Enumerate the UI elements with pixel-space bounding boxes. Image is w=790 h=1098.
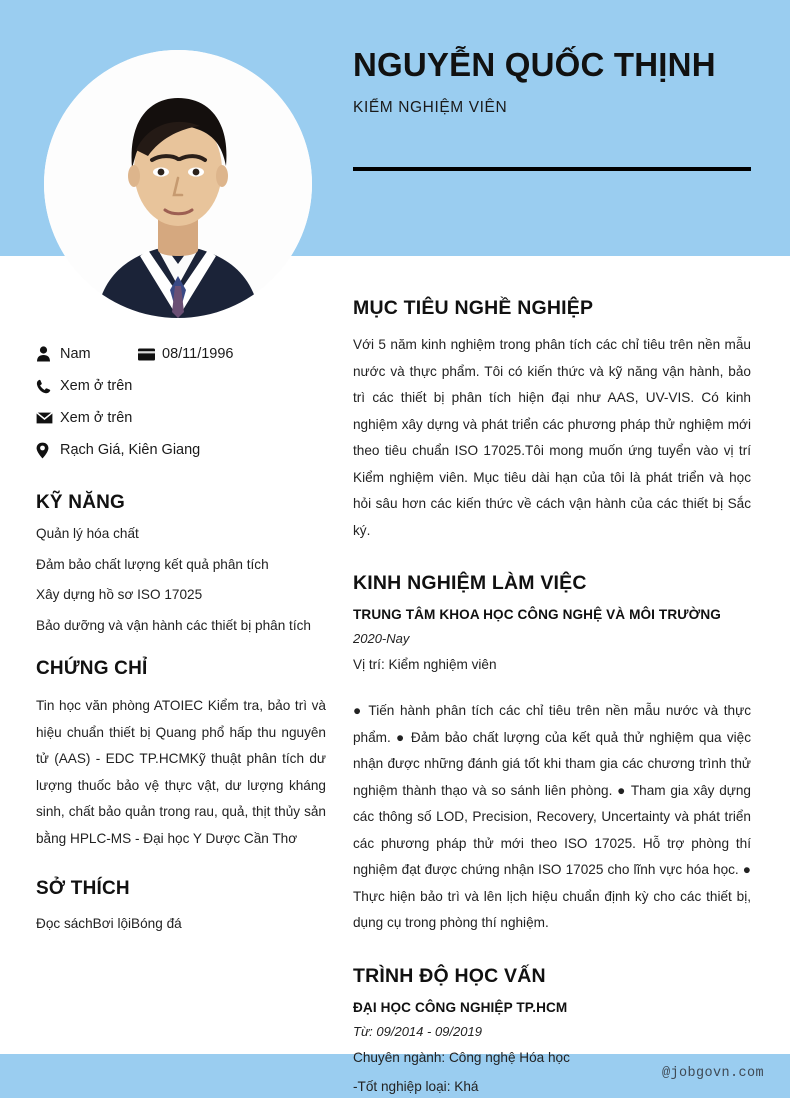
contact-birthday: 08/11/1996	[162, 346, 234, 362]
header-divider	[353, 167, 751, 171]
person-icon	[36, 344, 60, 364]
experience-position: Vị trí: Kiểm nghiệm viên	[353, 657, 497, 672]
main-content	[353, 297, 751, 1098]
contact-address: Rạch Giá, Kiên Giang	[60, 442, 201, 458]
contact-row-email	[36, 402, 326, 434]
skill-item: Đảm bảo chất lượng kết quả phân tích	[36, 556, 269, 572]
section-heading-objective: MỤC TIÊU NGHỀ NGHIỆP	[353, 297, 594, 319]
experience-organization: TRUNG TÂM KHOA HỌC CÔNG NGHỆ VÀ MÔI TRƯỜNG	[353, 607, 721, 622]
header-identity	[353, 46, 753, 117]
sidebar	[36, 338, 326, 935]
skill-item: Xây dựng hồ sơ ISO 17025	[36, 587, 203, 603]
contact-row-address	[36, 434, 326, 466]
education-school: ĐẠI HỌC CÔNG NGHIỆP TP.HCM	[353, 999, 568, 1015]
education-major: Chuyên ngành: Công nghệ Hóa học	[353, 1049, 570, 1065]
experience-body: ● Tiến hành phân tích các chỉ tiêu trên nền mẫu nước và thực phẩm. ● Đảm bảo chất lượng của kết quả thử nghiệm qua việc nhận được những đánh giá tốt khi tham gia các chương trình thử nghiệm thành thạo và so sánh liên phòng. ● Tham gia xây dựng các thông số LOD, Precision, Recovery, Uncertainty và phát triển các phương pháp thử mới theo ISO 17025. Hỗ trợ phòng thí nghiệm đạt được chứng nhận ISO 17025 cho lĩnh vực hóa học. ● Thực hiện bảo trì và lên lịch hiệu chuẩn định kỳ cho các thiết bị, dụng cụ trong phòng thí nghiệm.	[353, 703, 751, 931]
job-title: KIỂM NGHIỆM VIÊN	[353, 98, 508, 116]
contact-row-phone	[36, 370, 326, 402]
section-heading-certificates: CHỨNG CHỈ	[36, 658, 148, 680]
section-heading-experience: KINH NGHIỆM LÀM VIỆC	[353, 572, 587, 594]
contact-phone: Xem ở trên	[60, 378, 133, 394]
certificates-body: Tin học văn phòng ATOIEC Kiểm tra, bảo trì và hiệu chuẩn thiết bị Quang phổ hấp thu nguyên tử (AAS) - EDC TP.HCMKỹ thuật phân tích dư lượng thuốc bảo vệ thực vật, dư lượng kháng sinh, chất bảo quản trong rau, quả, thịt thủy sản bằng HPLC-MS - Đại học Y Dược Cần Thơ	[36, 698, 326, 846]
contact-email: Xem ở trên	[60, 410, 133, 426]
contact-gender: Nam	[60, 346, 91, 362]
education-grade: -Tốt nghiệp loại: Khá	[353, 1079, 479, 1095]
skill-item: Bảo dưỡng và vận hành các thiết bị phân tích	[36, 617, 311, 633]
phone-icon	[36, 376, 60, 396]
section-heading-hobbies: SỞ THÍCH	[36, 878, 130, 900]
section-heading-skills: KỸ NĂNG	[36, 492, 126, 513]
envelope-icon	[36, 408, 60, 428]
contact-row-gender-birthday	[36, 338, 326, 370]
location-pin-icon	[36, 440, 60, 460]
calendar-icon	[138, 344, 162, 364]
experience-dates: 2020-Nay	[353, 631, 410, 646]
skill-item: Quản lý hóa chất	[36, 526, 139, 541]
objective-body: Với 5 năm kinh nghiệm trong phân tích các chỉ tiêu trên nền mẫu nước và thực phẩm. Tôi có kiến thức và kỹ năng vận hành, bảo trì các thiết bị phân tích hiện đại như AAS, UV-VIS. Có kinh nghiệm xây dựng và phát triển các phương pháp thử nghiệm mới theo tiêu chuẩn ISO 17025.Tôi mong muốn ứng tuyển vào vị trí Kiểm nghiệm viên. Mục tiêu dài hạn của tôi là phát triển và học hỏi sâu hơn các kiến thức về cách vận hành của các thiết bị Sắc ký.	[353, 337, 751, 538]
page-title: NGUYỄN QUỐC THỊNH	[353, 46, 716, 83]
section-heading-education: TRÌNH ĐỘ HỌC VẤN	[353, 964, 546, 987]
hobbies-body: Đọc sáchBơi lộiBóng đá	[36, 916, 182, 932]
watermark: @jobgovn.com	[661, 1066, 764, 1081]
education-dates: Từ: 09/2014 - 09/2019	[353, 1023, 482, 1039]
avatar	[44, 50, 312, 318]
